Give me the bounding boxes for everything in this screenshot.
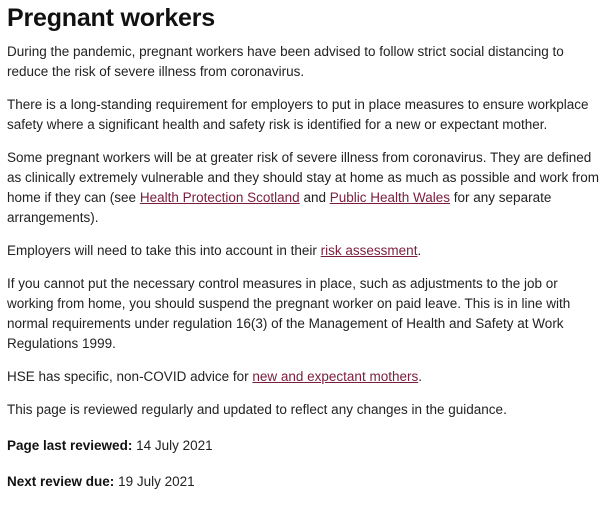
vulnerable-text-before: Some pregnant workers will be at greater risk of severe illness from coronavirus. They are defined as clinically extremely vulnerable and they should stay at home as much as possible and work from home if they can (see xyxy=(7,150,600,205)
public-health-wales-link[interactable]: Public Health Wales xyxy=(329,190,451,205)
next-review-label: Next review due: xyxy=(7,474,115,489)
vulnerable-text-after: for any separate arrangements). xyxy=(7,190,552,225)
employers-text-after: . xyxy=(417,243,422,258)
last-reviewed-label: Page last reviewed: xyxy=(7,438,133,453)
page-title: Pregnant workers xyxy=(7,4,215,32)
hse-advice-text-before: HSE has specific, non-COVID advice for xyxy=(7,369,253,384)
employers-text-before: Employers will need to take this into account in their xyxy=(7,243,321,258)
new-and-expectant-mothers-link[interactable]: new and expectant mothers xyxy=(252,369,419,384)
last-reviewed xyxy=(7,436,600,456)
intro-paragraph: During the pandemic, pregnant workers have been advised to follow strict social distancing to reduce the risk of severe illness from coronavirus. xyxy=(7,44,564,79)
suspension-paragraph: If you cannot put the necessary control measures in place, such as adjustments to the job or working from home, you should suspend the pregnant worker on paid leave. This is in line with normal requirements under regulation 16(3) of the Management of Health and Safety at Work Regulations 1999. xyxy=(7,276,571,351)
hse-advice-text-after: . xyxy=(418,369,422,384)
next-review-date: 19 July 2021 xyxy=(118,474,195,489)
requirement-paragraph: There is a long-standing requirement for employers to put in place measures to ensure workplace safety where a significant health and safety risk is identified for a new or expectant mother. xyxy=(7,97,589,132)
vulnerable-paragraph xyxy=(7,148,600,228)
employers-paragraph xyxy=(7,241,600,261)
last-reviewed-date: 14 July 2021 xyxy=(136,438,213,453)
review-note-paragraph: This page is reviewed regularly and updated to reflect any changes in the guidance. xyxy=(7,402,507,417)
vulnerable-text-middle: and xyxy=(299,190,330,205)
risk-assessment-link[interactable]: risk assessment xyxy=(320,243,418,258)
hse-advice-paragraph xyxy=(7,367,600,387)
health-protection-scotland-link[interactable]: Health Protection Scotland xyxy=(139,190,300,205)
next-review xyxy=(7,472,600,492)
